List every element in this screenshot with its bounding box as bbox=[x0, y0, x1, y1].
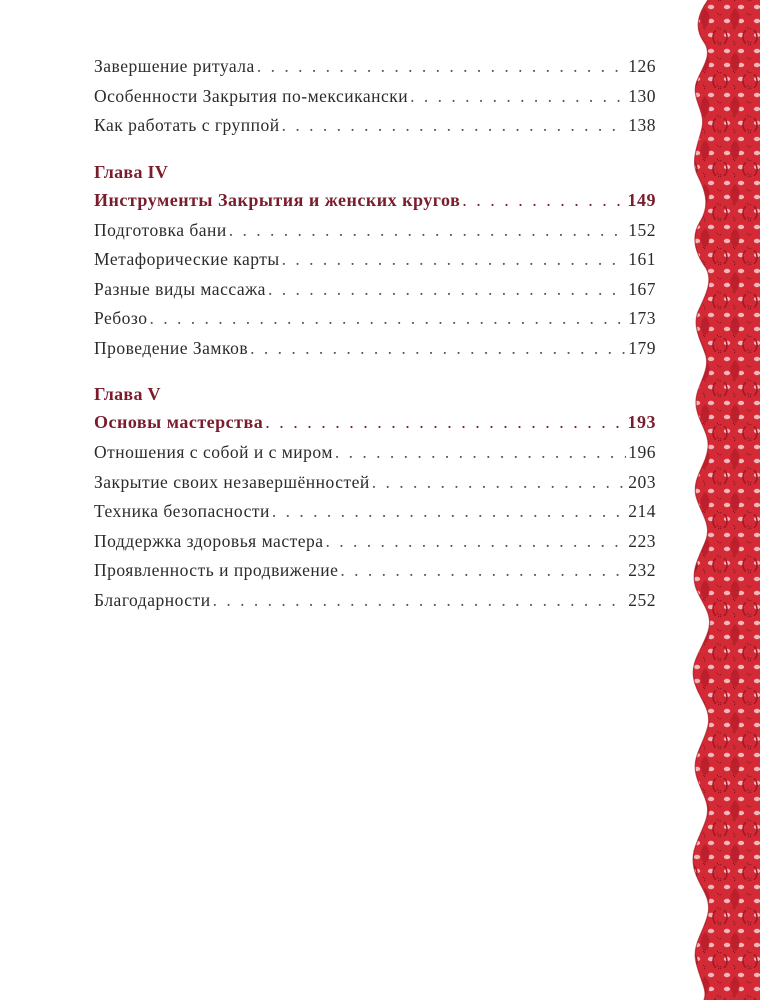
toc-entry[interactable] bbox=[94, 52, 656, 82]
dot-leader bbox=[326, 527, 627, 557]
dot-leader bbox=[410, 82, 626, 112]
toc-entry-title: Проявленность и продвижение bbox=[94, 560, 339, 580]
dot-leader bbox=[257, 52, 626, 82]
dot-leader bbox=[272, 497, 626, 527]
dot-leader bbox=[268, 275, 626, 305]
toc-entry-page: 173 bbox=[628, 308, 656, 328]
toc-entry-title: Подготовка бани bbox=[94, 219, 227, 240]
toc-entry[interactable] bbox=[94, 216, 656, 246]
toc-entry-title: Благодарности bbox=[94, 589, 211, 610]
toc-entry-page: 223 bbox=[628, 530, 656, 551]
toc-entry[interactable] bbox=[94, 334, 656, 364]
dot-leader bbox=[282, 111, 627, 141]
chapter-label: Глава V bbox=[94, 384, 161, 404]
toc-entry-page: 214 bbox=[628, 501, 656, 521]
toc-entry-page: 138 bbox=[628, 115, 656, 135]
toc-entry[interactable] bbox=[94, 111, 656, 141]
chapter-title: Инструменты Закрытия и женских кругов bbox=[94, 189, 461, 210]
dot-leader bbox=[229, 216, 626, 246]
toc-entry-page: 167 bbox=[628, 278, 656, 299]
toc-entry[interactable] bbox=[94, 586, 656, 616]
toc-entry-page: 126 bbox=[628, 56, 656, 76]
toc-entry-page: 203 bbox=[628, 471, 656, 492]
table-of-contents bbox=[94, 52, 656, 615]
chapter-label: Глава IV bbox=[94, 161, 169, 182]
toc-entry-title: Проведение Замков bbox=[94, 337, 249, 358]
chapter-title-entry[interactable] bbox=[94, 185, 656, 216]
toc-entry-title: Особенности Закрытия по-мексикански bbox=[94, 85, 409, 106]
dot-leader bbox=[340, 556, 626, 586]
toc-entry-title: Как работать с группой bbox=[94, 115, 280, 135]
dot-leader bbox=[213, 586, 627, 616]
dot-leader bbox=[372, 468, 626, 498]
dot-leader bbox=[335, 438, 626, 468]
dot-leader bbox=[265, 407, 625, 438]
toc-entry-title: Техника безопасности bbox=[94, 501, 270, 521]
chapter-page: 193 bbox=[627, 412, 656, 432]
toc-entry-title: Отношения с собой и с миром bbox=[94, 442, 333, 462]
toc-entry[interactable] bbox=[94, 556, 656, 586]
toc-entry[interactable] bbox=[94, 438, 656, 468]
dot-leader bbox=[282, 245, 627, 275]
dot-leader bbox=[250, 334, 626, 364]
toc-entry-page: 179 bbox=[628, 337, 656, 358]
toc-entry[interactable] bbox=[94, 468, 656, 498]
toc-entry[interactable] bbox=[94, 275, 656, 305]
red-lace-border bbox=[690, 0, 760, 1000]
toc-entry[interactable] bbox=[94, 245, 656, 275]
toc-entry-title: Метафорические карты bbox=[94, 249, 280, 269]
chapter-title: Основы мастерства bbox=[94, 412, 264, 432]
chapter-title-entry[interactable] bbox=[94, 407, 656, 438]
toc-entry[interactable] bbox=[94, 304, 656, 334]
toc-entry-title: Завершение ритуала bbox=[94, 56, 255, 76]
toc-entry[interactable] bbox=[94, 497, 656, 527]
toc-entry-title: Разные виды массажа bbox=[94, 278, 266, 299]
toc-entry-title: Закрытие своих незавершённостей bbox=[94, 471, 370, 492]
toc-entry[interactable] bbox=[94, 527, 656, 557]
toc-entry-page: 252 bbox=[628, 589, 656, 610]
toc-entry[interactable] bbox=[94, 82, 656, 112]
chapter-page: 149 bbox=[627, 189, 656, 210]
dot-leader bbox=[149, 304, 626, 334]
toc-entry-page: 130 bbox=[628, 85, 656, 106]
toc-entry-title: Ребозо bbox=[94, 308, 148, 328]
toc-entry-page: 232 bbox=[628, 560, 656, 580]
toc-entry-page: 161 bbox=[628, 249, 656, 269]
toc-entry-page: 152 bbox=[628, 219, 656, 240]
toc-entry-title: Поддержка здоровья мастера bbox=[94, 530, 324, 551]
dot-leader bbox=[462, 185, 625, 216]
toc-entry-page: 196 bbox=[628, 442, 656, 462]
